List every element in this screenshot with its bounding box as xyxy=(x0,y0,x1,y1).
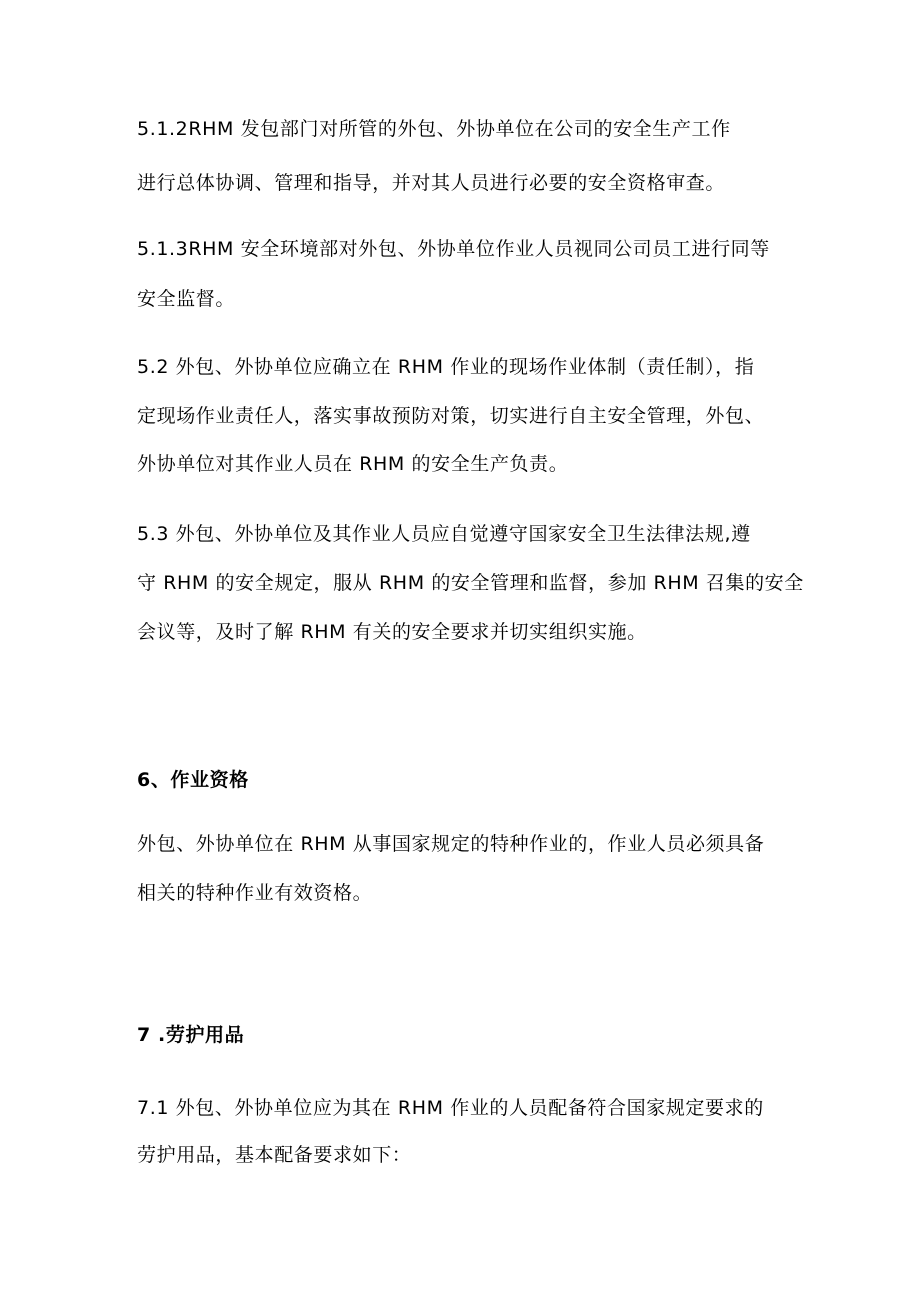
section-7-heading: 7 .劳护用品 xyxy=(137,1024,245,1046)
paragraph-5-3-line-1: 5.3 外包、外协单位及其作业人员应自觉遵守国家安全卫生法律法规,遵 xyxy=(137,523,751,545)
paragraph-6-line-2: 相关的特种作业有效资格。 xyxy=(137,882,373,904)
paragraph-5-1-2-line-2: 进行总体协调、管理和指导，并对其人员进行必要的安全资格审查。 xyxy=(137,172,726,194)
paragraph-5-3-line-3: 会议等，及时了解 RHM 有关的安全要求并切实组织实施。 xyxy=(137,621,647,643)
paragraph-5-1-3-line-1: 5.1.3RHM 安全环境部对外包、外协单位作业人员视同公司员工进行同等 xyxy=(137,238,770,260)
paragraph-5-2-line-1: 5.2 外包、外协单位应确立在 RHM 作业的现场作业体制（责任制），指 xyxy=(137,356,755,378)
paragraph-6-line-1: 外包、外协单位在 RHM 从事国家规定的特种作业的，作业人员必须具备 xyxy=(137,833,765,855)
paragraph-5-2-line-2: 定现场作业责任人，落实事故预防对策，切实进行自主安全管理，外包、 xyxy=(137,405,765,427)
section-6-heading: 6、作业资格 xyxy=(137,769,249,791)
paragraph-5-1-2-line-1: 5.1.2RHM 发包部门对所管的外包、外协单位在公司的安全生产工作 xyxy=(137,118,731,140)
paragraph-7-1-line-1: 7.1 外包、外协单位应为其在 RHM 作业的人员配备符合国家规定要求的 xyxy=(137,1097,764,1119)
paragraph-7-1-line-2: 劳护用品，基本配备要求如下： xyxy=(137,1144,412,1166)
paragraph-5-1-3-line-2: 安全监督。 xyxy=(137,288,236,310)
paragraph-5-3-line-2: 守 RHM 的安全规定，服从 RHM 的安全管理和监督，参加 RHM 召集的安全 xyxy=(137,572,804,594)
paragraph-5-2-line-3: 外协单位对其作业人员在 RHM 的安全生产负责。 xyxy=(137,453,569,475)
